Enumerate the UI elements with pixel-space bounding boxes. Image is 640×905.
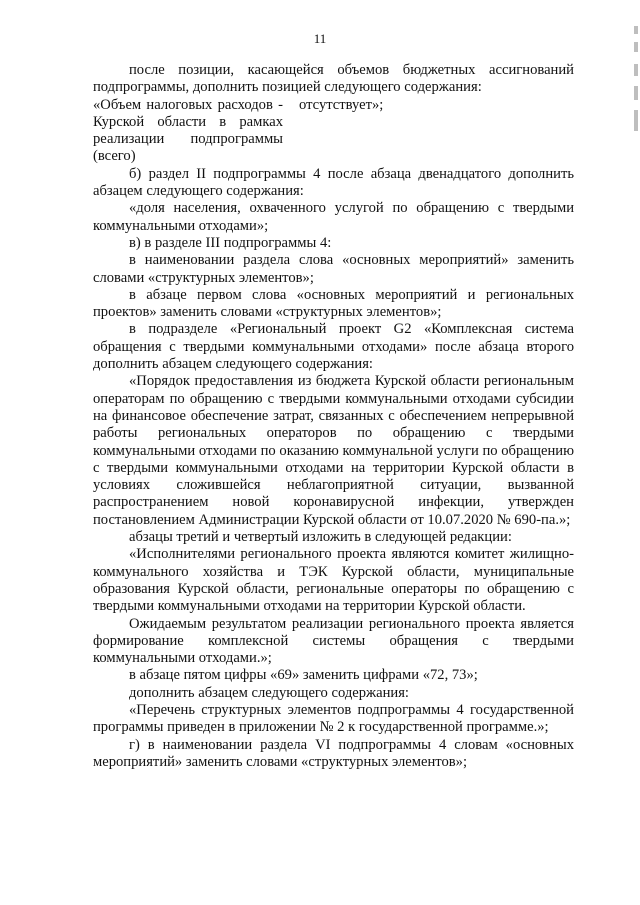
- table-left-line-4: (всего): [93, 148, 136, 165]
- paragraph-v-1: в наименовании раздела слова «основных мероприятий» заменить словами «структурных элементов»;: [93, 252, 574, 286]
- inserted-table: [93, 97, 574, 166]
- paragraph-v-6: дополнить абзацем следующего содержания:: [129, 684, 409, 701]
- paragraph-v-4: абзацы третий и четвертый изложить в следующей редакции:: [129, 529, 512, 546]
- document-body: [93, 62, 574, 771]
- paragraph-intro: после позиции, касающейся объемов бюджетных ассигнований подпрограммы, дополнить позицией следующего содержания:: [93, 62, 574, 96]
- paragraph-v-3: в подразделе «Региональный проект G2 «Комплексная система обращения с твердыми коммунальными отходами» после абзаца второго дополнить абзацем следующего содержания:: [93, 321, 574, 373]
- paragraph-v-quote: «Порядок предоставления из бюджета Курской области региональным операторам по обращению с твердыми коммунальными отходами субсидии на финансовое обеспечение затрат, связанных с обеспечением непрерывной работы региональных операторов по обращению с твердыми коммунальными отходами по оказанию коммунальной услуги по обращению с твердыми коммунальными отходами на территории Курской области в условиях сложившейся неблагоприятной ситуации, вызванной распространением новой коронавирусной инфекции, утвержден постановлением Администрации Курской области от 10.07.2020 № 690-па.»;: [93, 373, 574, 528]
- table-left-line-2: Курской области в рамках: [93, 113, 283, 130]
- table-first-row: [93, 97, 574, 114]
- table-left-line-1: «Объем налоговых расходов -: [93, 96, 283, 113]
- table-left-line-3: реализации подпрограммы: [93, 131, 283, 148]
- table-right-cell: отсутствует»;: [299, 96, 384, 113]
- table-left-cell: [93, 114, 574, 166]
- paragraph-b-quote: «доля населения, охваченного услугой по обращению с твердыми коммунальными отходами»;: [93, 200, 574, 234]
- paragraph-g: г) в наименовании раздела VI подпрограммы 4 словам «основных мероприятий» заменить словами «структурных элементов»;: [93, 736, 574, 770]
- paragraph-v: в) в разделе III подпрограммы 4:: [129, 234, 332, 251]
- paragraph-v-quote-2: «Исполнителями регионального проекта являются комитет жилищно-коммунального хозяйства и ТЭК Курской области, муниципальные образования Курской области, региональные операторы по обращению с твердыми коммунальными отходами на территории Курской области.: [93, 546, 574, 615]
- scan-margin-mark: [634, 26, 638, 131]
- paragraph-v-5: в абзаце пятом цифры «69» заменить цифрами «72, 73»;: [129, 667, 478, 684]
- paragraph-v-2: в абзаце первом слова «основных мероприятий и региональных проектов» заменить словами «структурных элементов»;: [93, 286, 574, 321]
- paragraph-v-quote-4: «Перечень структурных элементов подпрограммы 4 государственной программы приведен в приложении № 2 к государственной программе.»;: [93, 701, 574, 736]
- page-number: 11: [313, 31, 327, 46]
- paragraph-b: б) раздел II подпрограммы 4 после абзаца двенадцатого дополнить абзацем следующего содержания:: [93, 165, 574, 200]
- paragraph-v-quote-3: Ожидаемым результатом реализации регионального проекта является формирование комплексной системы обращения с твердыми коммунальными отходами.»;: [93, 615, 574, 667]
